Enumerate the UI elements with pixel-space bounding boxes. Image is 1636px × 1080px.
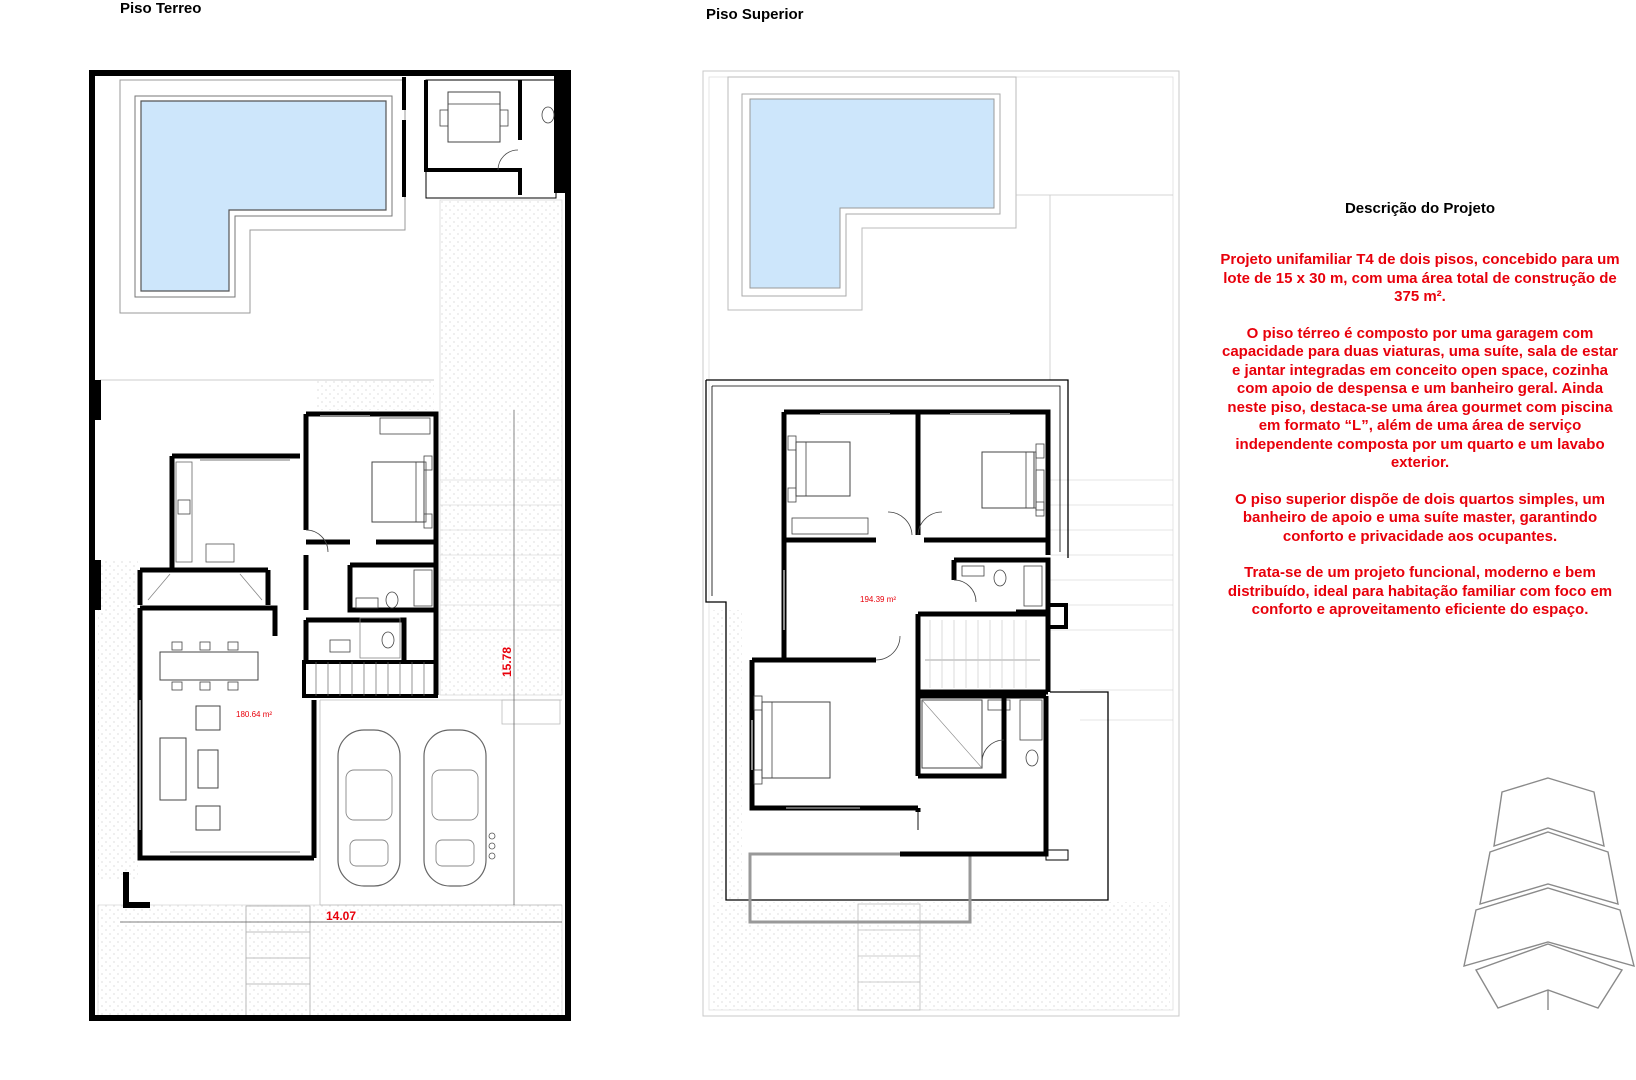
description-heading: Descrição do Projeto xyxy=(1344,200,1496,217)
car-icon xyxy=(338,730,400,886)
upper-floor-title: Piso Superior xyxy=(706,6,804,23)
upper-area-label: 194.39 m² xyxy=(860,595,897,604)
living-dining-room xyxy=(140,608,314,858)
annex-service-room xyxy=(404,77,556,198)
description-paragraph: Projeto unifamiliar T4 de dois pisos, concebido para um lote de 15 x 30 m, com uma área total de construção de 375 m². xyxy=(1220,251,1620,305)
ground-floor-title: Piso Terreo xyxy=(120,0,202,17)
ground-depth-dimension: 15.78 xyxy=(500,646,514,677)
description-paragraph: O piso superior dispõe de dois quartos simples, um banheiro de apoio e uma suíte master, garantindo conforto e privacidade aos ocupantes. xyxy=(1234,490,1606,545)
description-paragraph: O piso térreo é composto por uma garagem com capacidade para duas viaturas, uma suíte, sala de estar e jantar integradas em conceito open space, cozinha com apoio de despensa e um banheiro geral. Ainda neste piso, destaca-se uma área gourmet com piscina em formato “L”, além de uma área de serviço independente composta por um quarto e um lavabo exterior. xyxy=(1221,324,1619,471)
ground-bathrooms xyxy=(306,565,436,660)
logo-chevron-icon xyxy=(1464,778,1634,1010)
garage xyxy=(320,700,562,905)
ground-floor-plan xyxy=(92,73,568,1018)
description-paragraph: Trata-se de um projeto funcional, moderno e bem distribuído, ideal para habitação familiar com foco em conforto e aproveitamento eficiente do espaço. xyxy=(1227,564,1613,618)
kitchen xyxy=(140,456,300,605)
ground-width-dimension: 14.07 xyxy=(326,909,357,923)
upper-bedroom-2 xyxy=(888,414,1048,540)
upper-staircase xyxy=(918,614,1048,692)
ground-staircase xyxy=(304,618,436,696)
upper-floor-plan xyxy=(703,71,1179,1016)
upper-hall xyxy=(784,540,900,660)
car-icon xyxy=(424,730,486,886)
project-description xyxy=(1218,200,1622,638)
ground-area-label: 180.64 m² xyxy=(236,710,273,719)
ground-suite xyxy=(306,414,436,695)
upper-bedroom-1 xyxy=(784,412,1048,555)
